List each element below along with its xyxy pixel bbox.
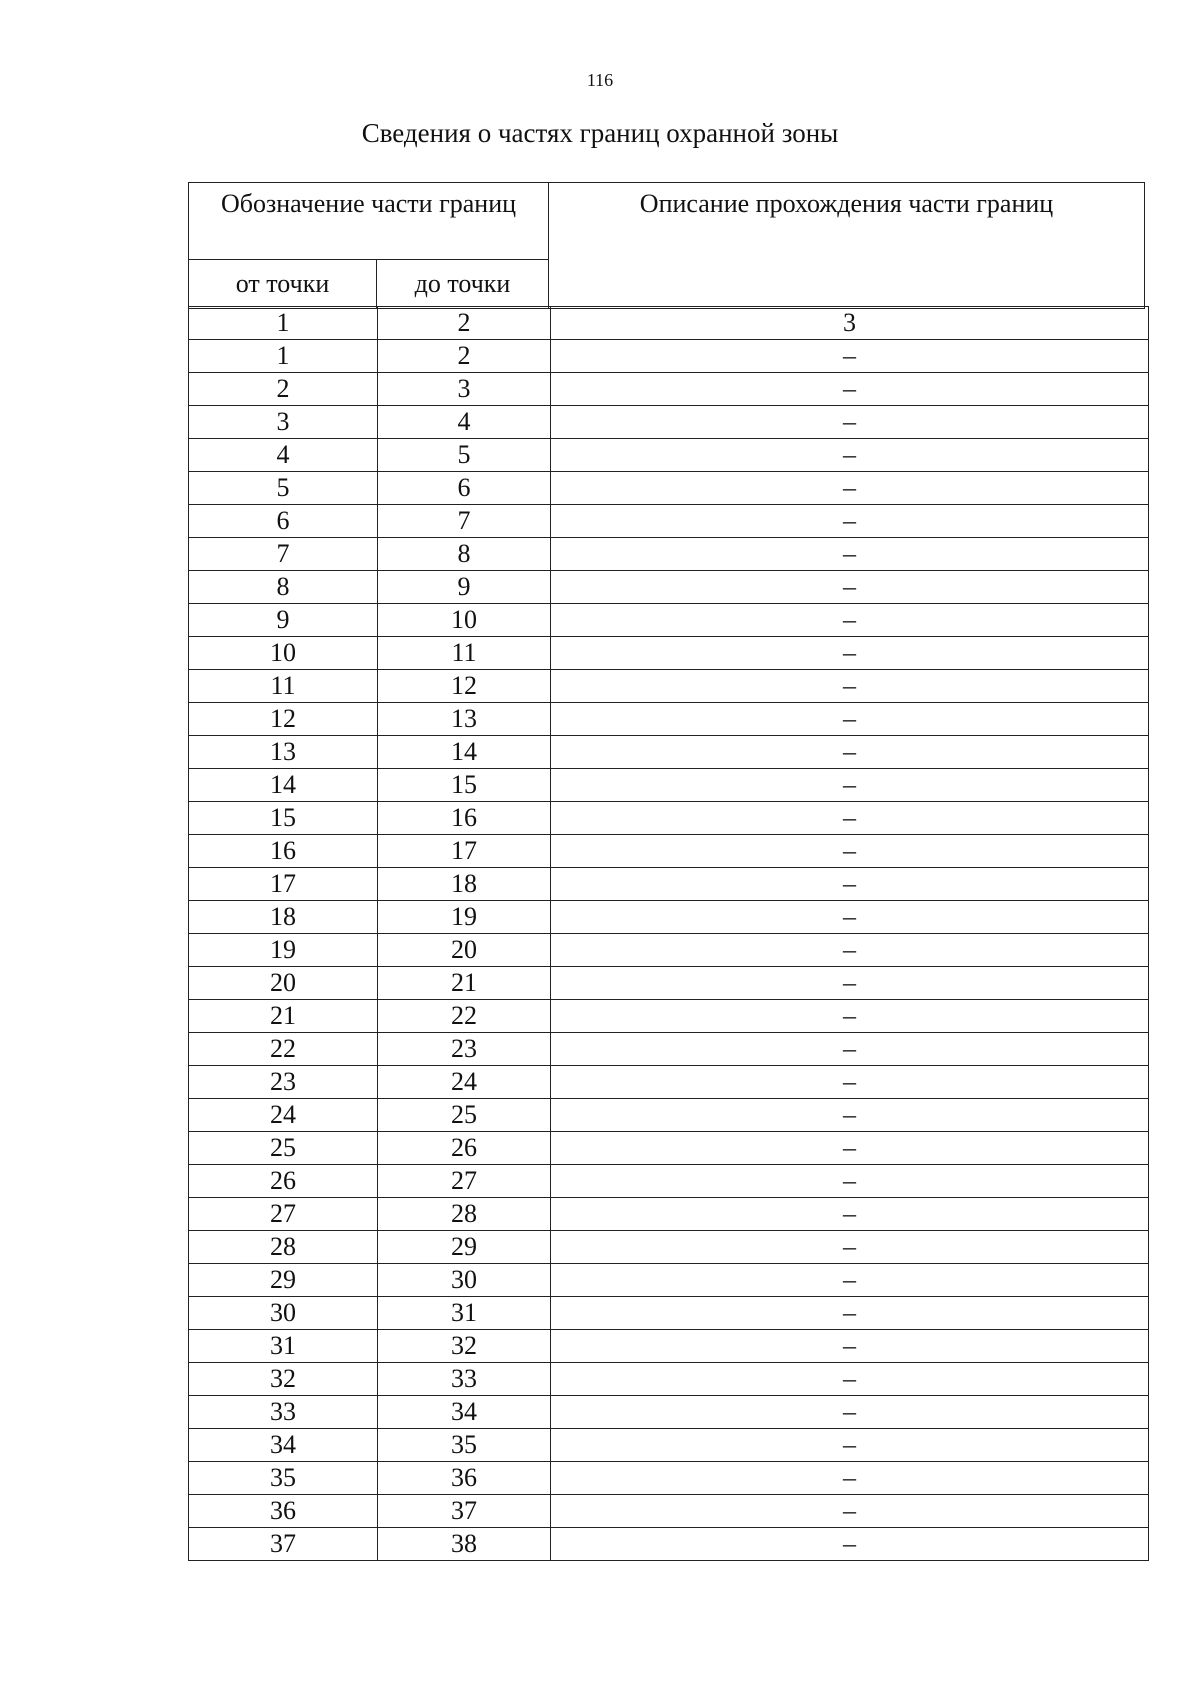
from-point-cell: 8 xyxy=(189,571,378,604)
from-point-cell: 27 xyxy=(189,1198,378,1231)
from-point-cell: 37 xyxy=(189,1528,378,1561)
table-row xyxy=(189,835,1149,868)
table-row xyxy=(189,1165,1149,1198)
to-point-cell: 16 xyxy=(378,802,551,835)
table-row xyxy=(189,769,1149,802)
table-row xyxy=(189,1099,1149,1132)
table-row xyxy=(189,802,1149,835)
to-point-cell: 5 xyxy=(378,439,551,472)
table-row xyxy=(189,670,1149,703)
from-point-cell: 15 xyxy=(189,802,378,835)
description-cell: – xyxy=(551,1231,1149,1264)
to-point-cell: 21 xyxy=(378,967,551,1000)
to-point-cell: 27 xyxy=(378,1165,551,1198)
from-point-cell: 18 xyxy=(189,901,378,934)
to-point-cell: 23 xyxy=(378,1033,551,1066)
header-from-point: от точки xyxy=(189,260,377,309)
page-title: Сведения о частях границ охранной зоны xyxy=(361,118,839,148)
from-point-cell: 25 xyxy=(189,1132,378,1165)
description-cell: – xyxy=(551,571,1149,604)
to-point-cell: 24 xyxy=(378,1066,551,1099)
column-number-cell: 1 xyxy=(189,307,378,340)
from-point-cell: 16 xyxy=(189,835,378,868)
from-point-cell: 29 xyxy=(189,1264,378,1297)
to-point-cell: 22 xyxy=(378,1000,551,1033)
table-row xyxy=(189,1198,1149,1231)
table-row xyxy=(189,637,1149,670)
description-cell: – xyxy=(551,1462,1149,1495)
from-point-cell: 7 xyxy=(189,538,378,571)
to-point-cell: 14 xyxy=(378,736,551,769)
table-row xyxy=(189,1495,1149,1528)
from-point-cell: 14 xyxy=(189,769,378,802)
from-point-cell: 20 xyxy=(189,967,378,1000)
to-point-cell: 33 xyxy=(378,1363,551,1396)
table-row xyxy=(189,472,1149,505)
column-number-row xyxy=(189,307,1149,340)
table-row xyxy=(189,901,1149,934)
description-cell: – xyxy=(551,1132,1149,1165)
table-row xyxy=(189,439,1149,472)
table-row xyxy=(189,340,1149,373)
to-point-cell: 2 xyxy=(378,340,551,373)
description-cell: – xyxy=(551,1264,1149,1297)
table-row xyxy=(189,373,1149,406)
table-row xyxy=(189,604,1149,637)
from-point-cell: 9 xyxy=(189,604,378,637)
description-cell: – xyxy=(551,505,1149,538)
to-point-cell: 8 xyxy=(378,538,551,571)
table-row xyxy=(189,1396,1149,1429)
to-point-cell: 13 xyxy=(378,703,551,736)
to-point-cell: 36 xyxy=(378,1462,551,1495)
from-point-cell: 23 xyxy=(189,1066,378,1099)
table-row xyxy=(189,538,1149,571)
from-point-cell: 35 xyxy=(189,1462,378,1495)
table-row xyxy=(189,967,1149,1000)
from-point-cell: 21 xyxy=(189,1000,378,1033)
from-point-cell: 5 xyxy=(189,472,378,505)
description-cell: – xyxy=(551,901,1149,934)
description-cell: – xyxy=(551,802,1149,835)
to-point-cell: 12 xyxy=(378,670,551,703)
from-point-cell: 26 xyxy=(189,1165,378,1198)
table-row xyxy=(189,934,1149,967)
table-row xyxy=(189,703,1149,736)
to-point-cell: 3 xyxy=(378,373,551,406)
table-row xyxy=(189,1066,1149,1099)
description-cell: – xyxy=(551,1033,1149,1066)
table-row xyxy=(189,1528,1149,1561)
to-point-cell: 30 xyxy=(378,1264,551,1297)
table-header xyxy=(188,182,1145,309)
from-point-cell: 1 xyxy=(189,340,378,373)
description-cell: – xyxy=(551,934,1149,967)
description-cell: – xyxy=(551,373,1149,406)
to-point-cell: 38 xyxy=(378,1528,551,1561)
to-point-cell: 29 xyxy=(378,1231,551,1264)
description-cell: – xyxy=(551,1429,1149,1462)
to-point-cell: 20 xyxy=(378,934,551,967)
from-point-cell: 10 xyxy=(189,637,378,670)
description-cell: – xyxy=(551,1330,1149,1363)
table-row xyxy=(189,1132,1149,1165)
description-cell: – xyxy=(551,604,1149,637)
table-row xyxy=(189,1000,1149,1033)
from-point-cell: 11 xyxy=(189,670,378,703)
from-point-cell: 24 xyxy=(189,1099,378,1132)
from-point-cell: 36 xyxy=(189,1495,378,1528)
description-cell: – xyxy=(551,1165,1149,1198)
to-point-cell: 17 xyxy=(378,835,551,868)
description-cell: – xyxy=(551,868,1149,901)
from-point-cell: 33 xyxy=(189,1396,378,1429)
description-cell: – xyxy=(551,1495,1149,1528)
to-point-cell: 37 xyxy=(378,1495,551,1528)
to-point-cell: 9 xyxy=(378,571,551,604)
from-point-cell: 2 xyxy=(189,373,378,406)
to-point-cell: 10 xyxy=(378,604,551,637)
from-point-cell: 12 xyxy=(189,703,378,736)
to-point-cell: 35 xyxy=(378,1429,551,1462)
description-cell: – xyxy=(551,835,1149,868)
header-boundary-part-description: Описание прохождения части границ xyxy=(549,183,1145,309)
to-point-cell: 28 xyxy=(378,1198,551,1231)
to-point-cell: 31 xyxy=(378,1297,551,1330)
from-point-cell: 3 xyxy=(189,406,378,439)
description-cell: – xyxy=(551,1198,1149,1231)
description-cell: – xyxy=(551,538,1149,571)
table-row xyxy=(189,406,1149,439)
from-point-cell: 31 xyxy=(189,1330,378,1363)
table-row xyxy=(189,1297,1149,1330)
table-row xyxy=(189,736,1149,769)
header-boundary-part-designation: Обозначение части границ xyxy=(189,183,549,260)
description-cell: – xyxy=(551,637,1149,670)
to-point-cell: 34 xyxy=(378,1396,551,1429)
from-point-cell: 4 xyxy=(189,439,378,472)
description-cell: – xyxy=(551,472,1149,505)
description-cell: – xyxy=(551,769,1149,802)
from-point-cell: 13 xyxy=(189,736,378,769)
table-row xyxy=(189,1330,1149,1363)
column-number-cell: 3 xyxy=(551,307,1149,340)
description-cell: – xyxy=(551,1363,1149,1396)
to-point-cell: 11 xyxy=(378,637,551,670)
description-cell: – xyxy=(551,736,1149,769)
to-point-cell: 32 xyxy=(378,1330,551,1363)
to-point-cell: 6 xyxy=(378,472,551,505)
from-point-cell: 28 xyxy=(189,1231,378,1264)
to-point-cell: 18 xyxy=(378,868,551,901)
to-point-cell: 25 xyxy=(378,1099,551,1132)
description-cell: – xyxy=(551,1066,1149,1099)
to-point-cell: 19 xyxy=(378,901,551,934)
from-point-cell: 22 xyxy=(189,1033,378,1066)
column-number-cell: 2 xyxy=(378,307,551,340)
from-point-cell: 30 xyxy=(189,1297,378,1330)
to-point-cell: 15 xyxy=(378,769,551,802)
description-cell: – xyxy=(551,670,1149,703)
from-point-cell: 32 xyxy=(189,1363,378,1396)
description-cell: – xyxy=(551,340,1149,373)
table-row xyxy=(189,1363,1149,1396)
table-row xyxy=(189,571,1149,604)
from-point-cell: 19 xyxy=(189,934,378,967)
description-cell: – xyxy=(551,1297,1149,1330)
description-cell: – xyxy=(551,1099,1149,1132)
from-point-cell: 6 xyxy=(189,505,378,538)
description-cell: – xyxy=(551,967,1149,1000)
from-point-cell: 17 xyxy=(189,868,378,901)
table-row xyxy=(189,868,1149,901)
table-row xyxy=(189,1033,1149,1066)
description-cell: – xyxy=(551,439,1149,472)
to-point-cell: 7 xyxy=(378,505,551,538)
page-number: 116 xyxy=(586,70,614,90)
description-cell: – xyxy=(551,1396,1149,1429)
table-row xyxy=(189,1462,1149,1495)
table-row xyxy=(189,1231,1149,1264)
to-point-cell: 26 xyxy=(378,1132,551,1165)
description-cell: – xyxy=(551,1000,1149,1033)
boundary-parts-table xyxy=(188,306,1149,1561)
table-row xyxy=(189,505,1149,538)
description-cell: – xyxy=(551,406,1149,439)
to-point-cell: 4 xyxy=(378,406,551,439)
description-cell: – xyxy=(551,703,1149,736)
table-row xyxy=(189,1264,1149,1297)
header-to-point: до точки xyxy=(377,260,549,309)
description-cell: – xyxy=(551,1528,1149,1561)
from-point-cell: 34 xyxy=(189,1429,378,1462)
table-row xyxy=(189,1429,1149,1462)
